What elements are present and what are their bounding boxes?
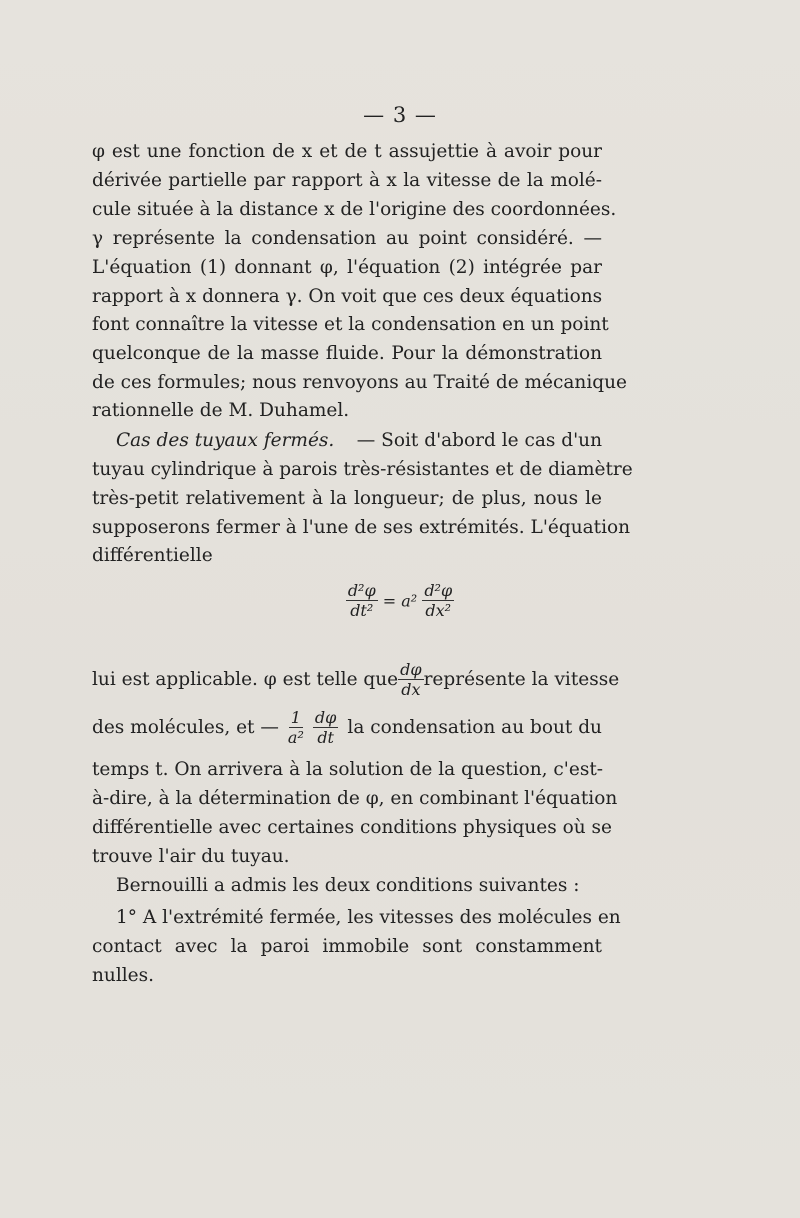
velocity-fraction: $\frac{d\varphi}{dx}$	[400, 660, 422, 699]
text-line: contact avec la paroi immobile sont constamment	[92, 936, 602, 957]
text-line: de ces formules; nous renvoyons au Traité de mécanique	[92, 372, 627, 393]
text-line: rapport à x donnera γ. On voit que ces deux équations	[92, 286, 603, 307]
text-line: rationnelle de M. Duhamel.	[92, 400, 350, 421]
text-line-with-fraction: des molécules, et — $\frac{1}{\text{a²}}$ $\frac{d\varphi}{dt}$ la condensation au bout du	[92, 708, 602, 747]
section-title: Cas des tuyaux fermés.	[116, 430, 335, 451]
differential-equation	[0, 583, 800, 619]
text-line: très-petit relativement à la longueur; de plus, nous le	[92, 488, 602, 509]
text-line: nulles.	[92, 965, 154, 986]
text-line: trouve l'air du tuyau.	[92, 846, 290, 867]
text-line: φ est une fonction de x et de t assujettie à avoir pour	[92, 141, 602, 162]
text-line: Bernouilli a admis les deux conditions suivantes :	[116, 875, 580, 896]
text-line: — Soit d'abord le cas d'un	[356, 430, 602, 451]
coefficient-fraction: $\frac{1}{\text{a²}}$	[287, 708, 304, 747]
text-line: différentielle avec certaines conditions physiques où se	[92, 817, 612, 838]
text-line-with-fraction: lui est applicable. φ est telle que $\frac{d\varphi}{dx}$ représente la vitesse	[92, 660, 620, 699]
time-derivative-fraction: $\frac{d\varphi}{dt}$	[314, 708, 337, 747]
text-line: dérivée partielle par rapport à x la vitesse de la molé-	[92, 170, 602, 191]
text-line: L'équation (1) donnant φ, l'équation (2) intégrée par	[92, 257, 602, 278]
equation-lhs: $\frac{\text{d²φ}}{\text{dt²}}$	[347, 581, 376, 620]
text-line: différentielle	[92, 545, 213, 566]
text-line: tuyau cylindrique à parois très-résistantes et de diamètre	[92, 459, 633, 480]
text-line: temps t. On arrivera à la solution de la question, c'est-	[92, 759, 604, 780]
text-line: cule située à la distance x de l'origine des coordonnées.	[92, 199, 617, 220]
text-line: à-dire, à la détermination de φ, en combinant l'équation	[92, 788, 618, 809]
text-line: quelconque de la masse fluide. Pour la démonstration	[92, 343, 602, 364]
equation-rhs: $\frac{\text{d²φ}}{\text{dx²}}$	[424, 581, 453, 620]
text-line: 1° A l'extrémité fermée, les vitesses des molécules en	[116, 907, 621, 928]
text-line: font connaître la vitesse et la condensation en un point	[92, 314, 609, 335]
section-heading-line	[116, 429, 602, 453]
text-line: γ représente la condensation au point considéré. —	[92, 228, 602, 249]
equation-equals: = a²	[382, 591, 418, 611]
page-number: — 3 —	[363, 103, 437, 127]
text-line: supposerons fermer à l'une de ses extrémités. L'équation	[92, 517, 631, 538]
